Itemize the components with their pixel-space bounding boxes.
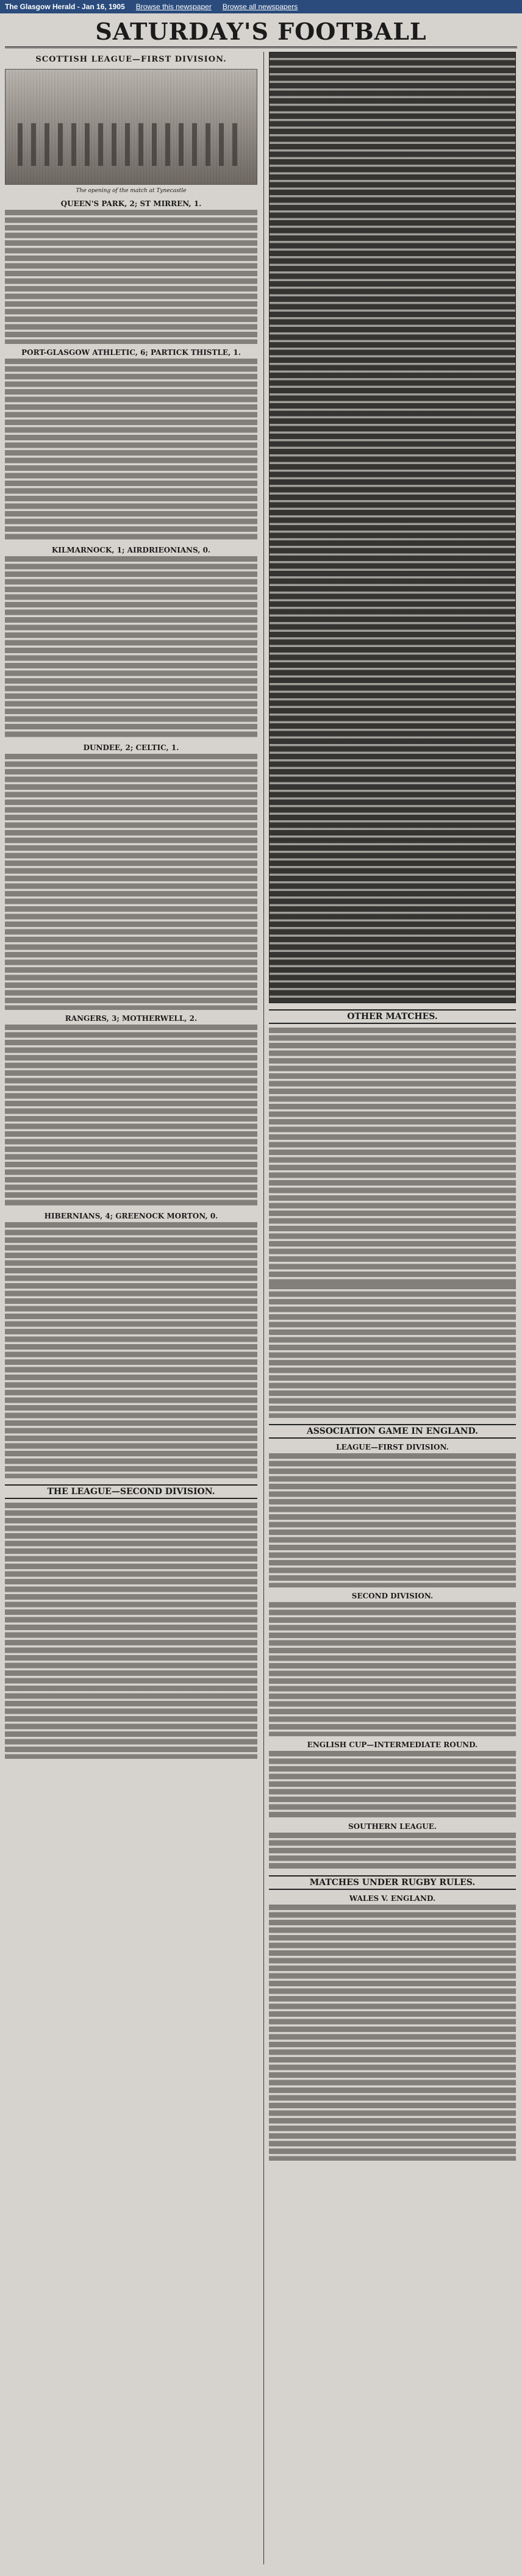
report-body-text <box>269 1833 516 1869</box>
association-england-heading: ASSOCIATION GAME IN ENGLAND. <box>269 1424 516 1439</box>
report-body-text <box>269 1284 516 1418</box>
report-heading: QUEEN'S PARK, 2; ST MIRREN, 1. <box>60 199 202 208</box>
league-table-image <box>269 1453 516 1587</box>
report-body-text <box>269 1751 516 1818</box>
report-body-text <box>5 556 257 739</box>
league-first-heading: LEAGUE—FIRST DIVISION. <box>336 1443 449 1451</box>
page-headline: SATURDAY'S FOOTBALL <box>5 17 517 48</box>
photo-caption: The opening of the match at Tynecastle <box>76 188 187 194</box>
report-heading: KILMARNOCK, 1; AIRDRIEONIANS, 0. <box>51 545 211 554</box>
report-body-text <box>5 1503 257 1759</box>
report-heading: DUNDEE, 2; CELTIC, 1. <box>83 743 179 752</box>
report-heading: HIBERNIANS, 4; GREENOCK MORTON, 0. <box>44 1211 218 1220</box>
other-matches-heading: OTHER MATCHES. <box>269 1009 516 1024</box>
dark-printed-block <box>269 52 516 1003</box>
newspaper-page <box>0 13 522 2576</box>
league-second-heading: SECOND DIVISION. <box>351 1592 434 1600</box>
report-body-text <box>5 359 257 542</box>
publication-title: The Glasgow Herald - Jan 16, 1905 <box>5 2 125 11</box>
rugby-heading: MATCHES UNDER RUGBY RULES. <box>269 1875 516 1890</box>
site-topbar <box>0 0 522 13</box>
report-heading: RANGERS, 3; MOTHERWELL, 2. <box>65 1014 198 1023</box>
report-body-text <box>5 210 257 344</box>
southern-league-heading: SOUTHERN LEAGUE. <box>348 1822 437 1831</box>
league-table-image <box>269 1602 516 1736</box>
browse-all-newspapers-link[interactable]: Browse all newspapers <box>222 2 298 11</box>
report-body-text <box>269 1028 516 1284</box>
left-column <box>5 52 257 2564</box>
browse-newspaper-link[interactable]: Browse this newspaper <box>135 2 212 11</box>
report-heading: PORT-GLASGOW ATHLETIC, 6; PARTICK THISTLE, 1. <box>21 348 241 357</box>
report-body-text <box>5 1025 257 1208</box>
league-first-division-heading: SCOTTISH LEAGUE—FIRST DIVISION. <box>35 55 227 64</box>
report-body-text <box>5 1222 257 1478</box>
report-body-text <box>269 1905 516 2161</box>
report-body-text <box>5 754 257 1010</box>
match-photo <box>5 69 257 185</box>
right-column <box>263 52 516 2564</box>
wales-england-heading: WALES V. ENGLAND. <box>349 1894 436 1903</box>
second-division-heading: THE LEAGUE—SECOND DIVISION. <box>5 1484 257 1499</box>
english-cup-heading: ENGLISH CUP—INTERMEDIATE ROUND. <box>307 1741 478 1749</box>
